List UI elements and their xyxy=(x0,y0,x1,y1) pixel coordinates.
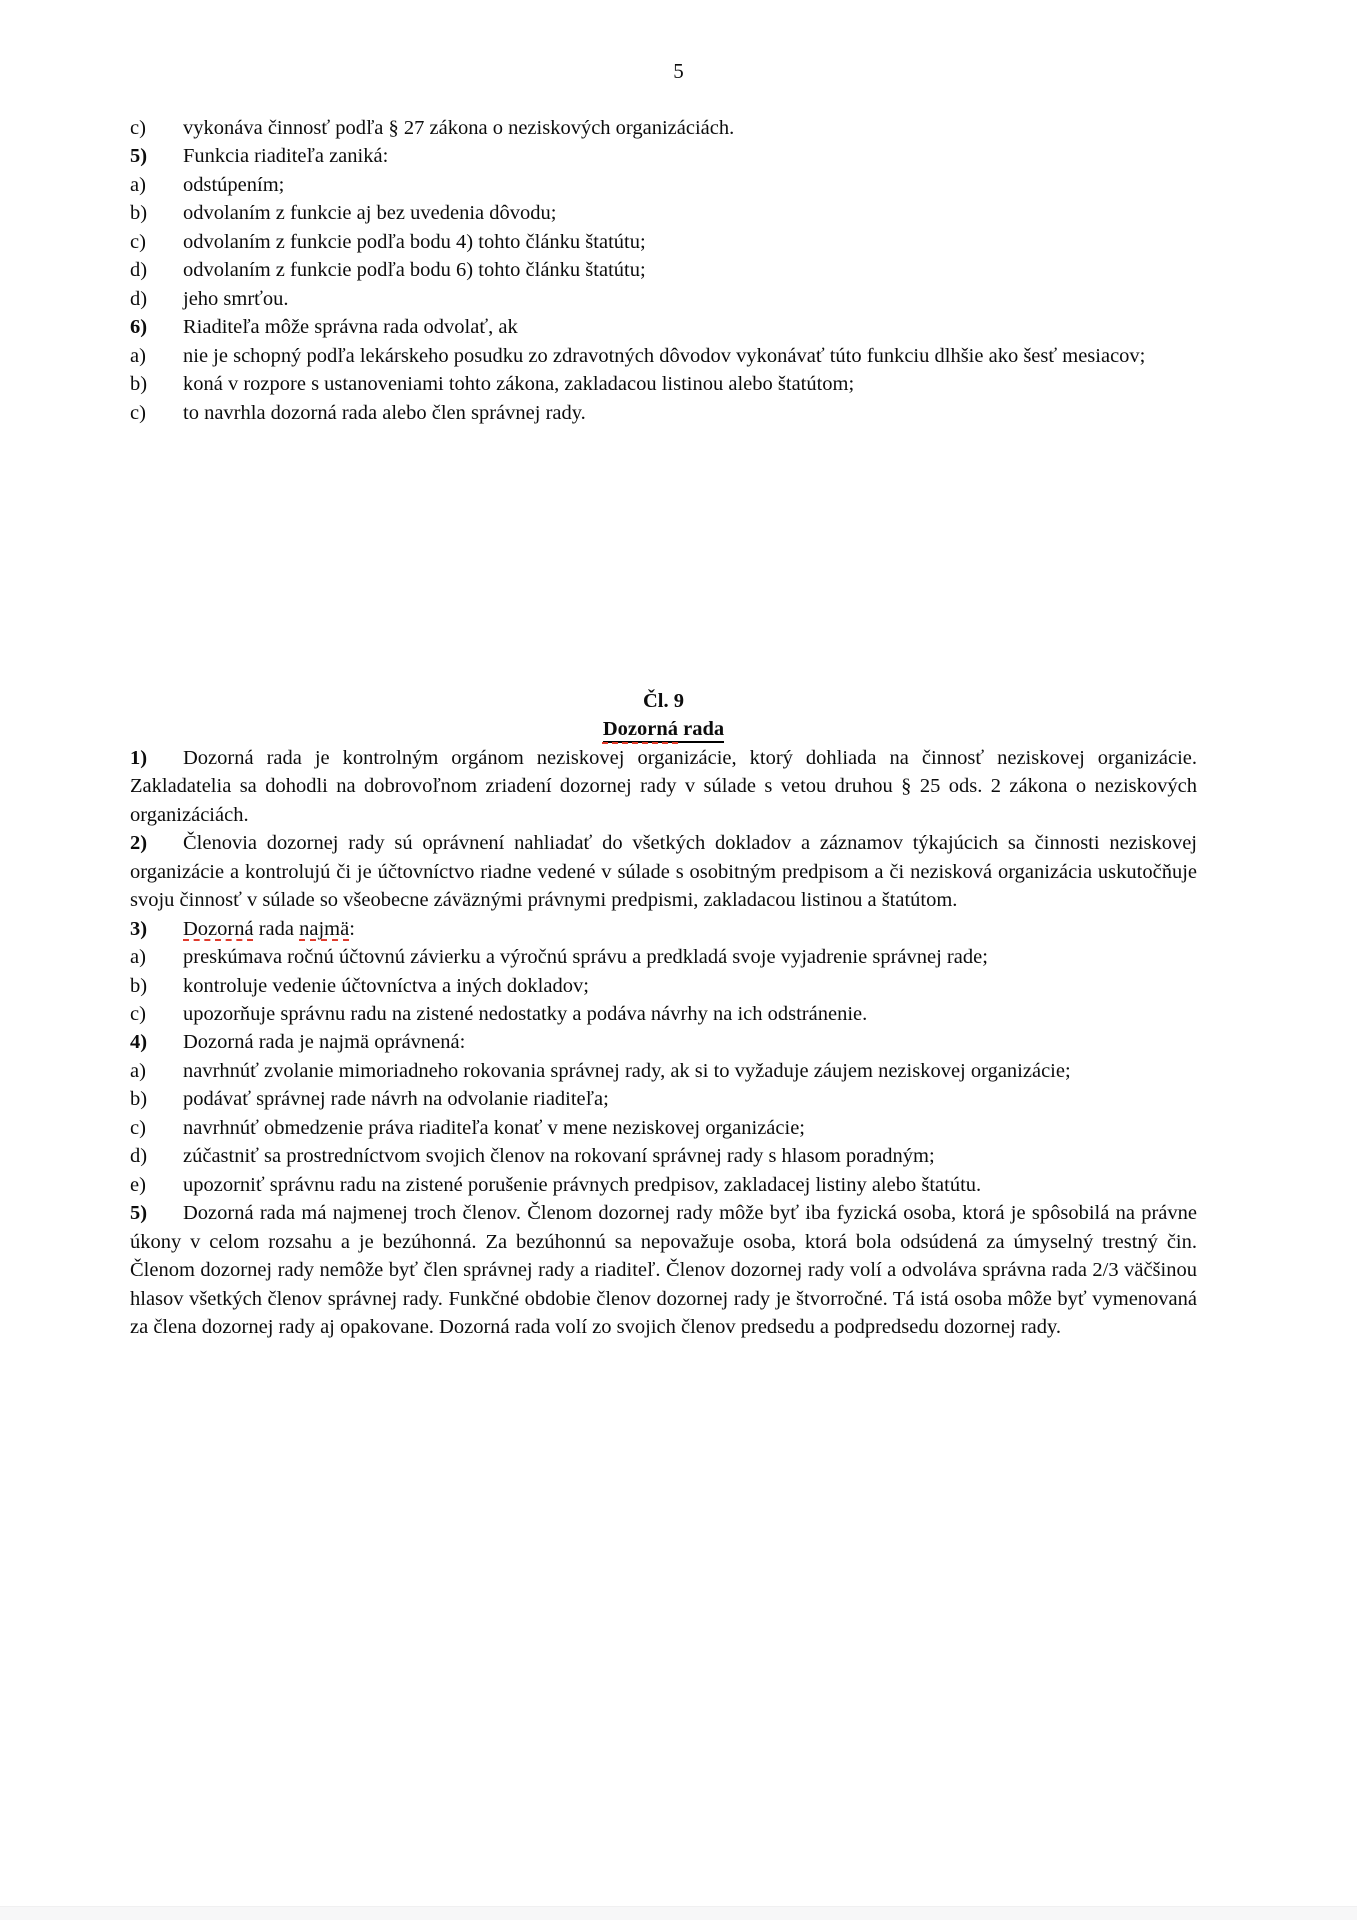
text-run: Funkcia riaditeľa zaniká: xyxy=(183,145,389,168)
text-run: upozorňuje správnu radu na zistené nedostatky a podáva návrhy na ich odstránenie. xyxy=(183,1002,868,1025)
paragraph xyxy=(130,943,1197,971)
item-label: a) xyxy=(130,946,146,969)
item-label: b) xyxy=(130,202,148,225)
text-run: jeho smrťou. xyxy=(183,287,289,310)
paragraph xyxy=(130,199,1197,227)
item-label: b) xyxy=(130,373,148,396)
text-run: Dozorná rada má najmenej troch členov. Členom dozornej rady môže byť iba fyzická osoba, ktorá je spôsobilá na právne úkony v celom rozsahu a je bezúhonná. Za bezúhonnú sa nepovažuje osoba, ktorá bola odsúdená za úmyselný trestný čin. Členom dozornej rady nemôže byť člen správnej rady a riaditeľ. Členov dozornej rady volí a odvoláva správna rada 2/3 väčšinou hlasov všetkých členov správnej rady. Funkčné obdobie členov dozornej rady je štvorročné. Tá istá osoba môže byť vymenovaná za člena dozornej rady aj opakovane. Dozorná rada volí zo svojich členov predsedu a podpredsedu dozornej rady. xyxy=(130,1202,1197,1338)
text-run: nie je schopný podľa lekárskeho posudku zo zdravotných dôvodov vykonávať túto funkciu dlhšie ako šesť mesiacov; xyxy=(183,344,1146,367)
paragraph xyxy=(130,1085,1197,1113)
text-run: zúčastniť sa prostredníctvom svojich členov na rokovaní správnej rady s hlasom poradným; xyxy=(183,1145,935,1168)
footer-band xyxy=(0,1906,1357,1920)
item-label: c) xyxy=(130,230,146,253)
paragraph xyxy=(130,829,1197,914)
paragraph xyxy=(130,114,1197,142)
text-run: odvolaním z funkcie podľa bodu 4) tohto článku štatútu; xyxy=(183,230,646,253)
item-label: b) xyxy=(130,974,148,997)
text-run: odvolaním z funkcie aj bez uvedenia dôvodu; xyxy=(183,202,557,225)
text-run: preskúmava ročnú účtovnú závierku a výročnú správu a predkladá svoje vyjadrenie správnej rade; xyxy=(183,946,988,969)
article-title: Čl. 9 xyxy=(643,689,684,712)
item-label: 5) xyxy=(130,1202,148,1225)
item-label: 3) xyxy=(130,917,148,940)
paragraph xyxy=(130,1171,1197,1199)
text-run: Dozorná rada je najmä oprávnená: xyxy=(183,1031,466,1054)
paragraph xyxy=(130,399,1197,427)
item-label: c) xyxy=(130,1002,146,1025)
spellcheck-word: najmä xyxy=(299,917,350,940)
section-gap xyxy=(130,427,1197,687)
article-heading-line xyxy=(130,715,1197,743)
paragraph xyxy=(130,1057,1197,1085)
paragraph xyxy=(130,1000,1197,1028)
paragraph xyxy=(130,228,1197,256)
paragraph xyxy=(130,972,1197,1000)
text-run: vykonáva činnosť podľa § 27 zákona o neziskových organizáciách. xyxy=(183,117,735,139)
text-run: : xyxy=(349,917,355,940)
paragraph xyxy=(130,313,1197,341)
item-label: c) xyxy=(130,401,146,424)
spellcheck-word: Dozorná xyxy=(602,718,679,741)
text-run: podávať správnej rade návrh na odvolanie riaditeľa; xyxy=(183,1088,609,1111)
paragraph xyxy=(130,256,1197,284)
paragraph xyxy=(130,1199,1197,1341)
paragraph xyxy=(130,370,1197,398)
text-run: Dozorná rada je kontrolným orgánom neziskovej organizácie, ktorý dohliada na činnosť neziskovej organizácie. Zakladatelia sa dohodli na dobrovoľnom zriadení dozornej rady v súlade s vetou druhou § 25 ods. 2 zákona o neziskových organizáciách. xyxy=(130,746,1197,826)
item-label: b) xyxy=(130,1088,148,1111)
section-1 xyxy=(130,114,1197,427)
item-label: 6) xyxy=(130,316,148,339)
article-heading xyxy=(603,718,724,743)
paragraph xyxy=(130,744,1197,829)
text-run: Členovia dozornej rady sú oprávnení nahliadať do všetkých dokladov a záznamov týkajúcich sa činnosti neziskovej organizácie a kontrolujú či je účtovníctvo riadne vedené v súlade s osobitným predpisom a či nezisková organizácia uskutočňuje svoju činnosť v súlade so všeobecne záväznými právnymi predpismi, zakladacou listinou a štatútom. xyxy=(130,832,1197,912)
section-2 xyxy=(130,744,1197,1342)
text-run: koná v rozpore s ustanoveniami tohto zákona, zakladacou listinou alebo štatútom; xyxy=(183,373,855,396)
item-label: 5) xyxy=(130,145,148,168)
text-run: Riaditeľa môže správna rada odvolať, ak xyxy=(183,316,518,339)
item-label: 2) xyxy=(130,832,148,855)
paragraph xyxy=(130,342,1197,370)
paragraph xyxy=(130,1114,1197,1142)
text-run: rada xyxy=(678,718,725,741)
item-label: c) xyxy=(130,1116,146,1139)
page-number: 5 xyxy=(673,59,684,83)
text-run: navrhnúť obmedzenie práva riaditeľa konať v mene neziskovej organizácie; xyxy=(183,1116,805,1139)
text-run: upozorniť správnu radu na zistené porušenie právnych predpisov, zakladacej listiny alebo štatútu. xyxy=(183,1173,982,1196)
paragraph xyxy=(130,171,1197,199)
item-label: a) xyxy=(130,1059,146,1082)
item-label: d) xyxy=(130,1145,148,1168)
paragraph xyxy=(130,142,1197,170)
text-run: navrhnúť zvolanie mimoriadneho rokovania správnej rady, ak si to vyžaduje záujem neziskovej organizácie; xyxy=(183,1059,1071,1082)
paragraph xyxy=(130,1028,1197,1056)
text-run: kontroluje vedenie účtovníctva a iných dokladov; xyxy=(183,974,589,997)
text-run: rada xyxy=(253,917,300,940)
text-run: to navrhla dozorná rada alebo člen správnej rady. xyxy=(183,401,586,424)
item-label: c) xyxy=(130,117,146,139)
item-label: e) xyxy=(130,1173,146,1196)
paragraph xyxy=(130,1142,1197,1170)
item-label: d) xyxy=(130,287,148,310)
document-body xyxy=(130,114,1197,1341)
item-label: 1) xyxy=(130,746,148,769)
item-label: a) xyxy=(130,344,146,367)
spellcheck-word: Dozorná xyxy=(183,917,254,940)
item-label: d) xyxy=(130,259,148,282)
text-run: odstúpením; xyxy=(183,173,285,196)
item-label: 4) xyxy=(130,1031,148,1054)
paragraph xyxy=(130,285,1197,313)
paragraph xyxy=(130,915,1197,943)
item-label: a) xyxy=(130,173,146,196)
text-run: odvolaním z funkcie podľa bodu 6) tohto článku štatútu; xyxy=(183,259,646,282)
